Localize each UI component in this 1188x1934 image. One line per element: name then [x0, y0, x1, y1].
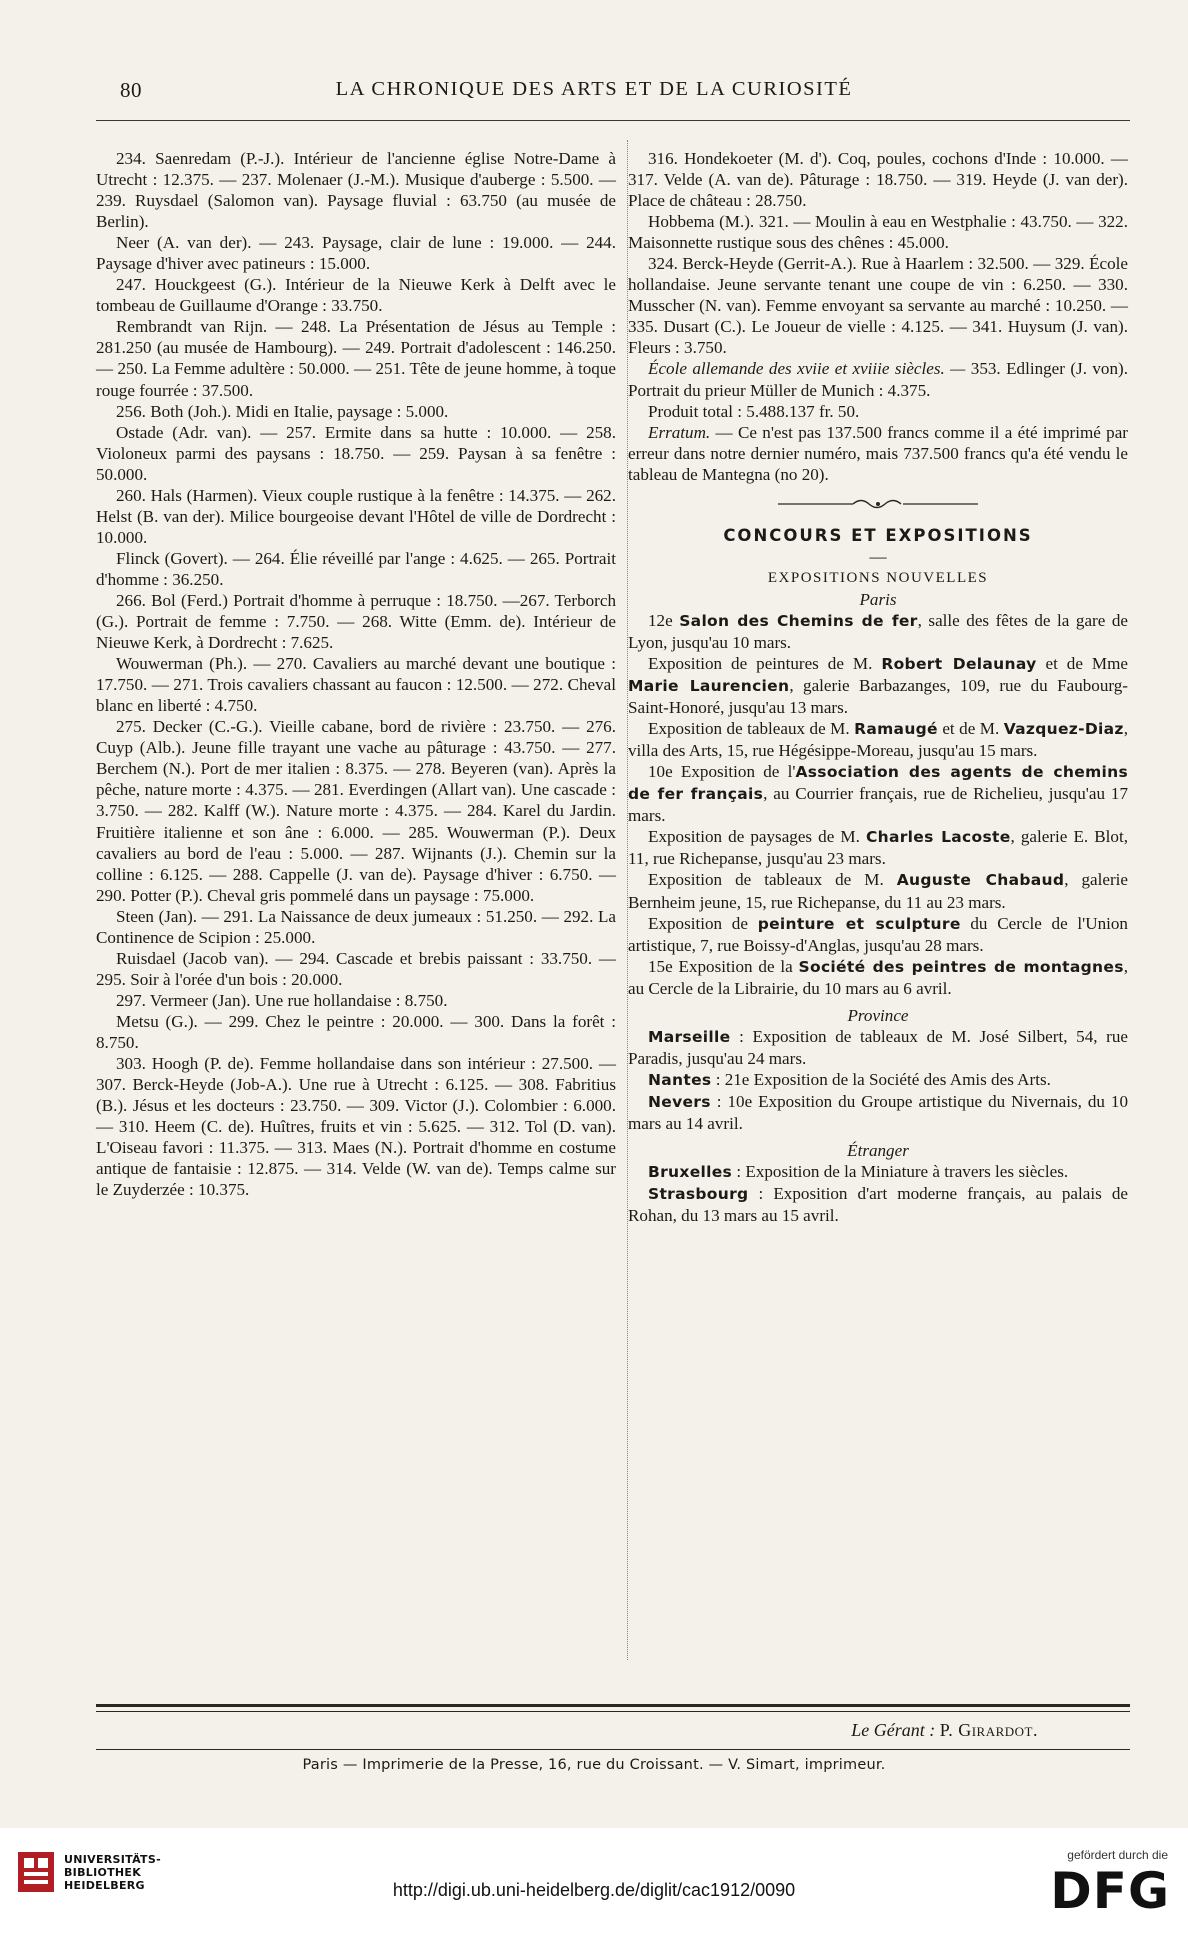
funding-note: gefördert durch die — [1067, 1848, 1168, 1862]
sale-entry: 297. Vermeer (Jan). Une rue hollandaise : 8.750. — [116, 990, 448, 1010]
exhibit-name: Marseille — [648, 1027, 731, 1046]
dfg-logo[interactable]: DFG — [1050, 1862, 1170, 1920]
exhibit-name: Société des peintres de montagnes — [798, 957, 1124, 976]
exhibition-entry — [628, 913, 1128, 956]
exhibit-text: , galerie Bernheim jeune, 15, rue Richepanse, du 11 au 23 mars. — [628, 870, 1129, 912]
total-line: Produit total : 5.488.137 fr. 50. — [648, 401, 860, 421]
ornament-divider — [628, 497, 1128, 511]
exhibit-text: , galerie E. Blot, 11, rue Richepanse, jusqu'au 23 mars. — [628, 827, 1128, 869]
exhibit-text: : Exposition d'art moderne français, au palais de Rohan, du 13 mars au 15 avril. — [628, 1184, 1128, 1226]
exhibit-text: 10e Exposition de l' — [648, 762, 796, 782]
sale-entry: 247. Houckgeest (G.). Intérieur de la Nieuwe Kerk à Delft avec le tombeau de Guillaume d'Orange : 33.750. — [96, 275, 616, 316]
sale-entry: Hobbema (M.). 321. — Moulin à eau en Westphalie : 43.750. — 322. Maisonnette rustique sous des chênes : 45.000. — [628, 212, 1128, 253]
exhibition-entry — [628, 653, 1128, 718]
exhibit-text: du Cercle de l'Union artistique, 7, rue Boissy-d'Anglas, jusqu'au 28 mars. — [628, 913, 1128, 955]
exhibition-entry — [628, 1069, 1128, 1091]
exhibit-name: Strasbourg — [648, 1185, 749, 1204]
exhibition-entry — [628, 718, 1128, 761]
sale-entry: Flinck (Govert). — 264. Élie réveillé par l'ange : 4.625. — 265. Portrait d'homme : 36.250. — [96, 548, 616, 589]
exhibit-text: et de M. — [937, 719, 1004, 739]
exhibit-name: peinture et sculpture — [757, 914, 961, 933]
sale-entry: 324. Berck-Heyde (Gerrit-A.). Rue à Haarlem : 32.500. — 329. École hollandaise. Jeune servante tenant une coupe de vin : 6.250. — 330. Musscher (N. van). Femme envoyant sa servante au marché : 10.250. — 335. Dusart (C.). Le Joueur de vielle : 4.125. — 341. Huysum (J. van). Fleurs : 3.750. — [628, 254, 1128, 358]
exhibit-text: 15e Exposition de la — [648, 956, 799, 976]
bottom-rule-thin — [96, 1711, 1130, 1712]
exhibit-text: , au Courrier français, rue de Richelieu, jusqu'au 17 mars. — [628, 784, 1128, 826]
library-name-line: UNIVERSITÄTS- — [64, 1852, 161, 1866]
gerant-name: P. Girardot. — [939, 1720, 1038, 1740]
exhibit-text: , villa des Arts, 15, rue Hégésippe-Moreau, jusqu'au 15 mars. — [628, 719, 1128, 761]
exhibit-text: : Exposition de tableaux de M. José Silbert, 54, rue Paradis, jusqu'au 24 mars. — [628, 1026, 1128, 1068]
province-list — [628, 1026, 1128, 1134]
exhibit-name: Nantes — [648, 1070, 712, 1089]
gerant-label: Le Gérant : — [851, 1720, 936, 1740]
exhibit-name: Marie Laurencien — [628, 677, 790, 696]
erratum — [628, 422, 1128, 485]
title-dash: — — [869, 546, 887, 566]
right-column — [628, 148, 1128, 1226]
sale-entry: Ruisdael (Jacob van). — 294. Cascade et brebis paissant : 33.750. — 295. Soir à l'orée d'un bois : 20.000. — [96, 948, 616, 989]
exhibit-text: Exposition de tableaux de M. — [648, 870, 897, 890]
imprint-rule — [96, 1749, 1130, 1750]
exhibition-entry — [628, 1026, 1128, 1069]
exhibit-name: Salon des Chemins de fer — [679, 611, 918, 630]
source-url-link[interactable]: http://digi.ub.uni-heidelberg.de/diglit/cac1912/0090 — [392, 1880, 796, 1900]
exhibit-name: Association des agents de chemins de fer français — [628, 763, 1128, 804]
exhibit-text: : 21e Exposition de la Société des Amis des Arts. — [711, 1069, 1051, 1089]
exhibition-entry — [628, 1161, 1128, 1183]
exhibition-entry — [628, 1183, 1128, 1226]
exhibit-name: Ramaugé — [854, 720, 938, 739]
page-number: 80 — [120, 78, 142, 102]
ecole-entry — [628, 358, 1128, 400]
province-label: Province — [847, 1005, 909, 1025]
exhibit-text: 12e — [648, 610, 680, 630]
sale-entry: 234. Saenredam (P.-J.). Intérieur de l'ancienne église Notre-Dame à Utrecht : 12.375. — 237. Molenaer (J.-M.). Musique d'auberge : 5.500. — 239. Ruysdael (Salomon van). Paysage fluvial : 63.750 (au musée de Berlin). — [96, 149, 616, 232]
sale-entry: Metsu (G.). — 299. Chez le peintre : 20.000. — 300. Dans la forêt : 8.750. — [96, 1011, 616, 1052]
exhibit-text: : 10e Exposition du Groupe artistique du Nivernais, du 10 mars au 14 avril. — [628, 1091, 1128, 1133]
left-column — [96, 148, 616, 1200]
etranger-list — [628, 1161, 1128, 1226]
exhibit-name: Auguste Chabaud — [896, 871, 1065, 890]
library-name-line: BIBLIOTHEK — [64, 1865, 142, 1879]
sale-entry: 260. Hals (Harmen). Vieux couple rustique à la fenêtre : 14.375. — 262. Helst (B. van der). Milice bourgeoise devant l'Hôtel de ville de Dordrecht : 10.000. — [96, 485, 616, 547]
erratum-text: — Ce n'est pas 137.500 francs comme il a été imprimé par erreur dans notre dernier numéro, mais 737.500 francs qu'a été vendu le tableau de Mantegna (no 20). — [628, 422, 1128, 484]
journal-title: LA CHRONIQUE DES ARTS ET DE LA CURIOSITÉ — [335, 78, 853, 100]
exhibition-entry — [628, 826, 1128, 869]
sale-entry: 256. Both (Joh.). Midi en Italie, paysage : 5.000. — [116, 401, 449, 421]
ecole-text: 353. Edlinger (J. von). Portrait du prieur Müller de Munich : 4.375. — [628, 359, 1128, 400]
exhibition-entry — [628, 869, 1128, 912]
sale-entry: 275. Decker (C.-G.). Vieille cabane, bord de rivière : 23.750. — 276. Cuyp (Alb.). Jeune fille trayant une vache au pâturage : 43.750. — 277. Berchem (N.). Port de mer italien : 8.375. — 278. Beyeren (van). Après la pêche, nature morte : 4.375. — 281. Everdingen (Allart van). Une cascade : 3.750. — 282. Kalff (W.). Nature morte : 4.375. — 284. Karel du Jardin. Fruitière italienne et son âne : 6.000. — 285. Wouwerman (P.). Deux cavaliers au bord de l'eau : 5.000. — 287. Wijnants (J.). Chemin sur la colline : 6.125. — 288. Cappelle (J. van de). Paysage d'hiver : 6.750. — 290. Potter (P.). Cheval gris pommelé dans un paysage : 75.000. — [96, 717, 616, 905]
exhibition-entry — [628, 956, 1128, 999]
sale-entry: Steen (Jan). — 291. La Naissance de deux jumeaux : 51.250. — 292. La Continence de Scipion : 25.000. — [96, 906, 616, 947]
bottom-rule-thick — [96, 1704, 1130, 1707]
sale-entry: 303. Hoogh (P. de). Femme hollandaise dans son intérieur : 27.500. — 307. Berck-Heyde (Job-A.). Une rue à Utrecht : 6.125. — 308. Fabritius (B.). Jésus et les docteurs : 23.750. — 309. Victor (J.). Colombier : 6.000. — 310. Heem (C. de). Huîtres, fruits et vin : 5.625. — 312. Tol (D. van). L'Oiseau favori : 11.375. — 313. Maes (N.). Portrait d'homme en costume antique de fantaisie : 12.875. — 314. Velde (W. van de). Temps calme sur le Zuyderzée : 10.375. — [96, 1054, 616, 1200]
sale-entry: 266. Bol (Ferd.) Portrait d'homme à perruque : 18.750. —267. Terborch (G.). Portrait de femme : 7.750. — 268. Witte (Emm. de). Intérieur de Nieuwe Kerk, à Dordrecht : 7.625. — [96, 590, 616, 653]
erratum-label: Erratum. — [648, 422, 711, 442]
exhibit-text: , salle des fêtes de la gare de Lyon, jusqu'au 10 mars. — [628, 610, 1128, 652]
exhibit-name: Bruxelles — [648, 1163, 733, 1182]
ecole-heading: École allemande des xviie et xviiie siècles. — — [648, 359, 966, 379]
exhibition-entry — [628, 610, 1128, 653]
exhibit-name: Vazquez-Diaz — [1003, 720, 1124, 739]
exhibition-entry — [628, 761, 1128, 826]
exhibit-text: Exposition de — [648, 913, 758, 933]
sale-entry: 316. Hondekoeter (M. d'). Coq, poules, cochons d'Inde : 10.000. — 317. Velde (A. van de). Pâturage : 18.750. — 319. Heyde (J. van der). Place de château : 28.750. — [628, 149, 1128, 211]
sale-entry: Wouwerman (Ph.). — 270. Cavaliers au marché devant une boutique : 17.750. — 271. Trois cavaliers chassant au faucon : 12.500. — 272. Cheval blanc en liberté : 4.750. — [96, 654, 616, 716]
paris-list — [628, 610, 1128, 999]
exhibit-text: , galerie Barbazanges, 109, rue du Faubourg-Saint-Honoré, jusqu'au 13 mars. — [628, 676, 1128, 718]
section-title: CONCOURS ET EXPOSITIONS — [723, 525, 1033, 545]
exhibit-text: Exposition de tableaux de M. — [648, 719, 855, 739]
exhibit-text: et de Mme — [1036, 653, 1128, 673]
sale-entry: Ostade (Adr. van). — 257. Ermite dans sa hutte : 10.000. — 258. Violoneux parmi des paysans : 18.750. — 259. Paysan à sa fenêtre : 50.000. — [96, 422, 616, 484]
gerant-line — [851, 1720, 1038, 1741]
section-subtitle: EXPOSITIONS NOUVELLES — [767, 569, 989, 586]
library-name-line: HEIDELBERG — [64, 1878, 145, 1892]
etranger-label: Étranger — [847, 1141, 909, 1161]
imprint-line: Paris — Imprimerie de la Presse, 16, rue du Croissant. — V. Simart, imprimeur. — [302, 1757, 886, 1773]
exhibition-entry — [628, 1091, 1128, 1134]
ornament-icon — [758, 497, 998, 511]
sale-entry: Neer (A. van der). — 243. Paysage, clair de lune : 19.000. — 244. Paysage d'hiver avec patineurs : 15.000. — [96, 233, 616, 274]
paris-label: Paris — [859, 589, 897, 609]
exhibit-name: Robert Delaunay — [881, 654, 1037, 673]
exhibit-text: : Exposition de la Miniature à travers les siècles. — [732, 1162, 1069, 1182]
exhibit-text: Exposition de peintures de M. — [648, 653, 882, 673]
exhibit-text: , au Cercle de la Librairie, du 10 mars au 6 avril. — [628, 956, 1128, 998]
exhibit-name: Charles Lacoste — [865, 828, 1011, 847]
exhibit-name: Nevers — [648, 1092, 711, 1111]
sale-entry: Rembrandt van Rijn. — 248. La Présentation de Jésus au Temple : 281.250 (au musée de Hambourg). — 249. Portrait d'adolescent : 146.250. — 250. La Femme adultère : 50.000. — 251. Tête de jeune homme, à toque rouge fourrée : 37.500. — [96, 317, 616, 400]
header-rule — [96, 120, 1130, 121]
exhibit-text: Exposition de paysages de M. — [648, 827, 866, 847]
